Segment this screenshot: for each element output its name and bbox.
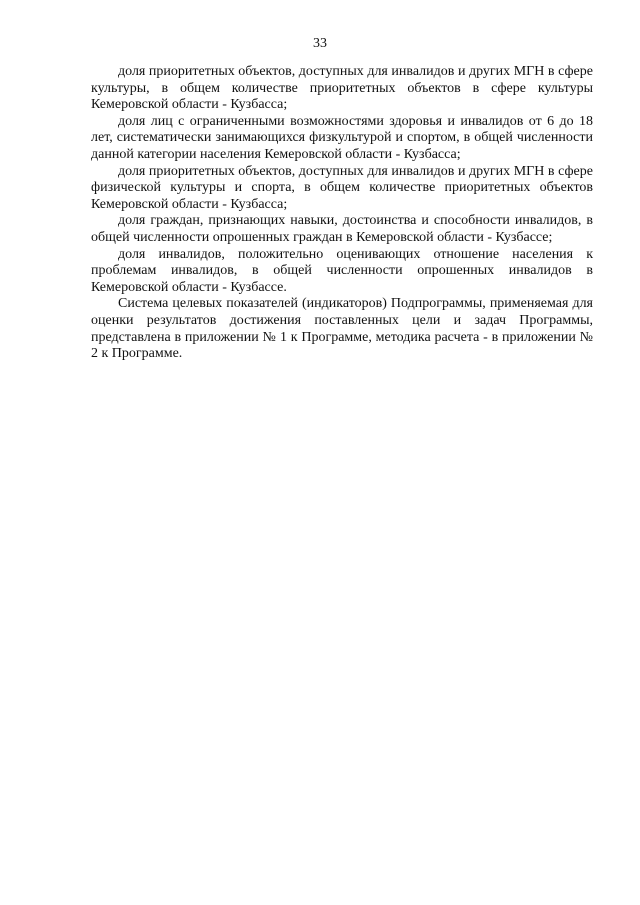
paragraph-culture-objects-share: доля приоритетных объектов, доступных для инвалидов и других МГН в сфере культуры, в общем количестве приоритетных объектов в сфере культуры Кемеровской области - Кузбасса; [91,64,593,113]
paragraph-citizens-recognition-share: доля граждан, признающих навыки, достоинства и способности инвалидов, в общей численности опрошенных граждан в Кемеровской области - Кузбассе; [91,213,593,245]
page-number: 33 [313,36,327,51]
paragraph-sports-objects-share: доля приоритетных объектов, доступных для инвалидов и других МГН в сфере физической культуры и спорта, в общем количестве приоритетных объектов Кемеровской области - Кузбасса; [91,163,593,212]
paragraph-disabled-assessment-share: доля инвалидов, положительно оценивающих отношение населения к проблемам инвалидов, в общей численности опрошенных инвалидов в Кемеровской области - Кузбассе. [91,246,593,295]
document-body [91,64,593,363]
paragraph-sports-youth-share: доля лиц с ограниченными возможностями здоровья и инвалидов от 6 до 18 лет, систематически занимающихся физкультурой и спортом, в общей численности данной категории населения Кемеровской области - Кузбасса; [91,113,593,162]
paragraph-indicators-system: Система целевых показателей (индикаторов) Подпрограммы, применяемая для оценки результатов достижения поставленных цели и задач Программы, представлена в приложении № 1 к Программе, методика расчета - в приложении № 2 к Программе. [91,296,593,362]
